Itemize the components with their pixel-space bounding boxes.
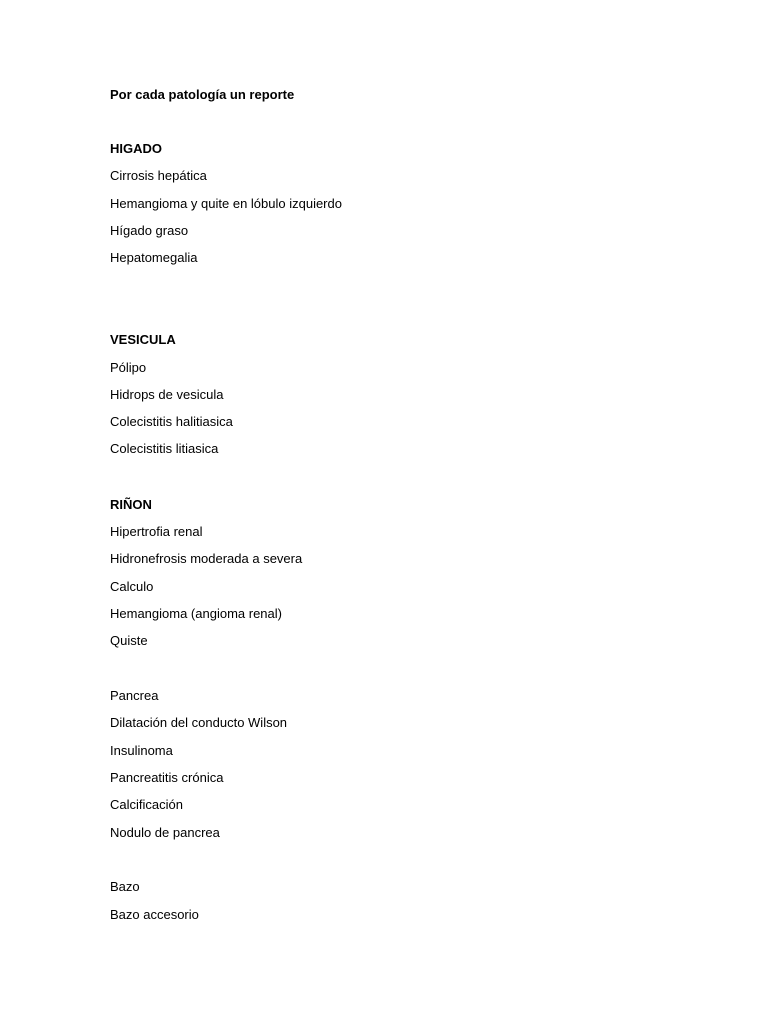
list-item: Hidronefrosis moderada a severa — [110, 551, 303, 566]
list-item: Hipertrofia renal — [110, 524, 203, 539]
list-item: Pancreatitis crónica — [110, 770, 224, 785]
list-item: Colecistitis litiasica — [110, 441, 219, 456]
list-item: Pólipo — [110, 360, 147, 375]
list-item: Insulinoma — [110, 743, 173, 758]
list-item: Calculo — [110, 579, 154, 594]
section-heading-rinon: RIÑON — [110, 497, 152, 512]
section-heading-pancrea: Pancrea — [110, 688, 159, 703]
list-item: Hemangioma y quite en lóbulo izquierdo — [110, 196, 342, 211]
list-item: Cirrosis hepática — [110, 168, 207, 183]
document-title: Por cada patología un reporte — [110, 87, 295, 102]
list-item: Quiste — [110, 633, 148, 648]
list-item: Hepatomegalia — [110, 250, 198, 265]
list-item: Colecistitis halitiasica — [110, 414, 233, 429]
list-item: Hidrops de vesicula — [110, 387, 224, 402]
list-item: Calcificación — [110, 797, 183, 812]
section-heading-higado: HIGADO — [110, 141, 162, 156]
list-item: Dilatación del conducto Wilson — [110, 715, 288, 730]
list-item: Bazo accesorio — [110, 907, 199, 922]
list-item: Hemangioma (angioma renal) — [110, 606, 282, 621]
list-item: Hígado graso — [110, 223, 189, 238]
section-heading-bazo: Bazo — [110, 879, 140, 894]
list-item: Nodulo de pancrea — [110, 825, 220, 840]
section-heading-vesicula: VESICULA — [110, 332, 176, 347]
